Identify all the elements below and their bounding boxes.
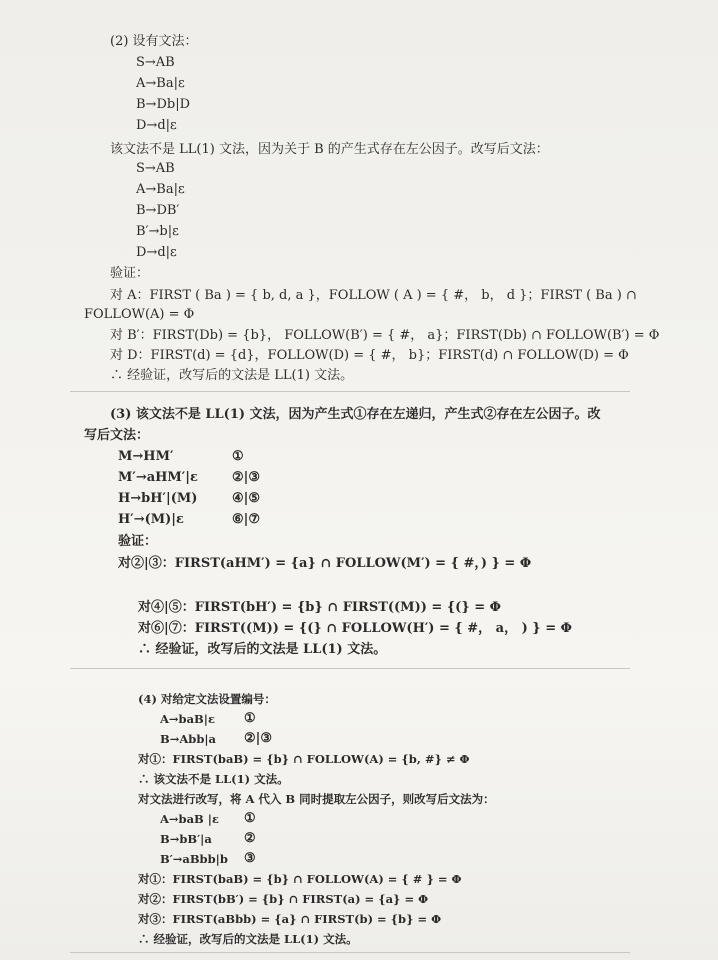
section-2-reason: 该文法不是 LL(1) 文法，因为关于 B 的产生式存在左公因子。改写后文法：: [110, 142, 549, 157]
production-rule: M→HM′: [118, 449, 174, 464]
production-number: ②: [244, 831, 256, 846]
rewritten-rule: B′→b|ε: [136, 224, 179, 239]
rewritten-rule: B→DB′: [136, 203, 180, 218]
rewrite-intro: 对文法进行改写，将 A 代入 B 同时提取左公因子，则改写后文法为：: [138, 792, 495, 806]
section-4-title: (4) 对给定文法设置编号：: [138, 692, 276, 706]
verify-heading: 验证：: [110, 266, 150, 281]
production-rule: A→baB|ε: [160, 712, 215, 726]
verify-line: 对⑥|⑦：FIRST((M)) = {(} ∩ FOLLOW(H′) = { #， a， ) } = Φ: [138, 621, 572, 636]
verify-line: 对②|③：FIRST(aHM′) = {a} ∩ FOLLOW(M′) = { #，) } = Φ: [118, 556, 532, 571]
page-seam: [70, 391, 630, 392]
verify-line: 对 A：FIRST ( Ba ) = { b, d, a }，FOLLOW ( A ) = { #， b， d }；FIRST ( Ba ) ∩: [110, 288, 637, 303]
production-rule: H→bH′|(M): [118, 491, 198, 506]
check-line: 对①：FIRST(baB) = {b} ∩ FOLLOW(A) = {b, #} ≠ Φ: [138, 752, 470, 766]
conclusion-line: ∴ 经验证，改写后的文法是 LL(1) 文法。: [138, 642, 387, 657]
production-number: ①: [244, 711, 256, 726]
grammar-rule: D→d|ε: [136, 118, 177, 133]
rewritten-rule: B′→aBbb|b: [160, 852, 228, 866]
grammar-rule: S→AB: [136, 55, 175, 70]
verify-line: 对 B′：FIRST(Db) = {b}， FOLLOW(B′) = { #， a}；FIRST(Db) ∩ FOLLOW(B′) = Φ: [110, 328, 660, 343]
verify-line: 对④|⑤：FIRST(bH′) = {b} ∩ FIRST((M)) = {(} = Φ: [138, 600, 501, 615]
production-rule: H′→(M)|ε: [118, 512, 184, 527]
verify-line: 对 D：FIRST(d) = {d}，FOLLOW(D) = { #， b}；FIRST(d) ∩ FOLLOW(D) = Φ: [110, 348, 629, 363]
grammar-rule: A→Ba|ε: [136, 76, 185, 91]
section-3-intro: (3) 该文法不是 LL(1) 文法，因为产生式①存在左递归，产生式②存在左公因子。改: [110, 407, 601, 422]
production-number: ②|③: [244, 731, 273, 746]
production-number: ①: [244, 811, 256, 826]
production-number: ③: [244, 851, 256, 866]
conclusion-line: ∴ 经验证，改写后的文法是 LL(1) 文法。: [110, 368, 354, 383]
production-rule: B→Abb|a: [160, 732, 216, 746]
verify-line: 对①：FIRST(baB) = {b} ∩ FOLLOW(A) = { # } = Φ: [138, 872, 462, 886]
rewritten-rule: A→baB |ε: [160, 812, 219, 826]
verify-line: 对②：FIRST(bB′) = {b} ∩ FIRST(a) = {a} = Φ: [138, 892, 429, 906]
production-number: ⑥|⑦: [232, 512, 261, 527]
grammar-rule: B→Db|D: [136, 97, 190, 112]
page-seam: [70, 952, 630, 953]
rewritten-rule: A→Ba|ε: [136, 182, 185, 197]
rewritten-rule: B→bB′|a: [160, 832, 212, 846]
section-2-title: (2) 设有文法：: [110, 34, 198, 49]
production-number: ②|③: [232, 470, 261, 485]
conclusion-line: ∴ 该文法不是 LL(1) 文法。: [138, 772, 289, 786]
verify-heading: 验证：: [118, 534, 158, 549]
conclusion-line: ∴ 经验证，改写后的文法是 LL(1) 文法。: [138, 932, 358, 946]
section-3-intro-cont: 写后文法：: [84, 428, 150, 443]
page-seam: [70, 668, 630, 669]
verify-line: FOLLOW(A) = Φ: [84, 307, 195, 322]
rewritten-rule: S→AB: [136, 161, 175, 176]
production-number: ①: [232, 449, 244, 464]
production-rule: M′→aHM′|ε: [118, 470, 198, 485]
verify-line: 对③：FIRST(aBbb) = {a} ∩ FIRST(b) = {b} = Φ: [138, 912, 442, 926]
rewritten-rule: D→d|ε: [136, 245, 177, 260]
production-number: ④|⑤: [232, 491, 261, 506]
